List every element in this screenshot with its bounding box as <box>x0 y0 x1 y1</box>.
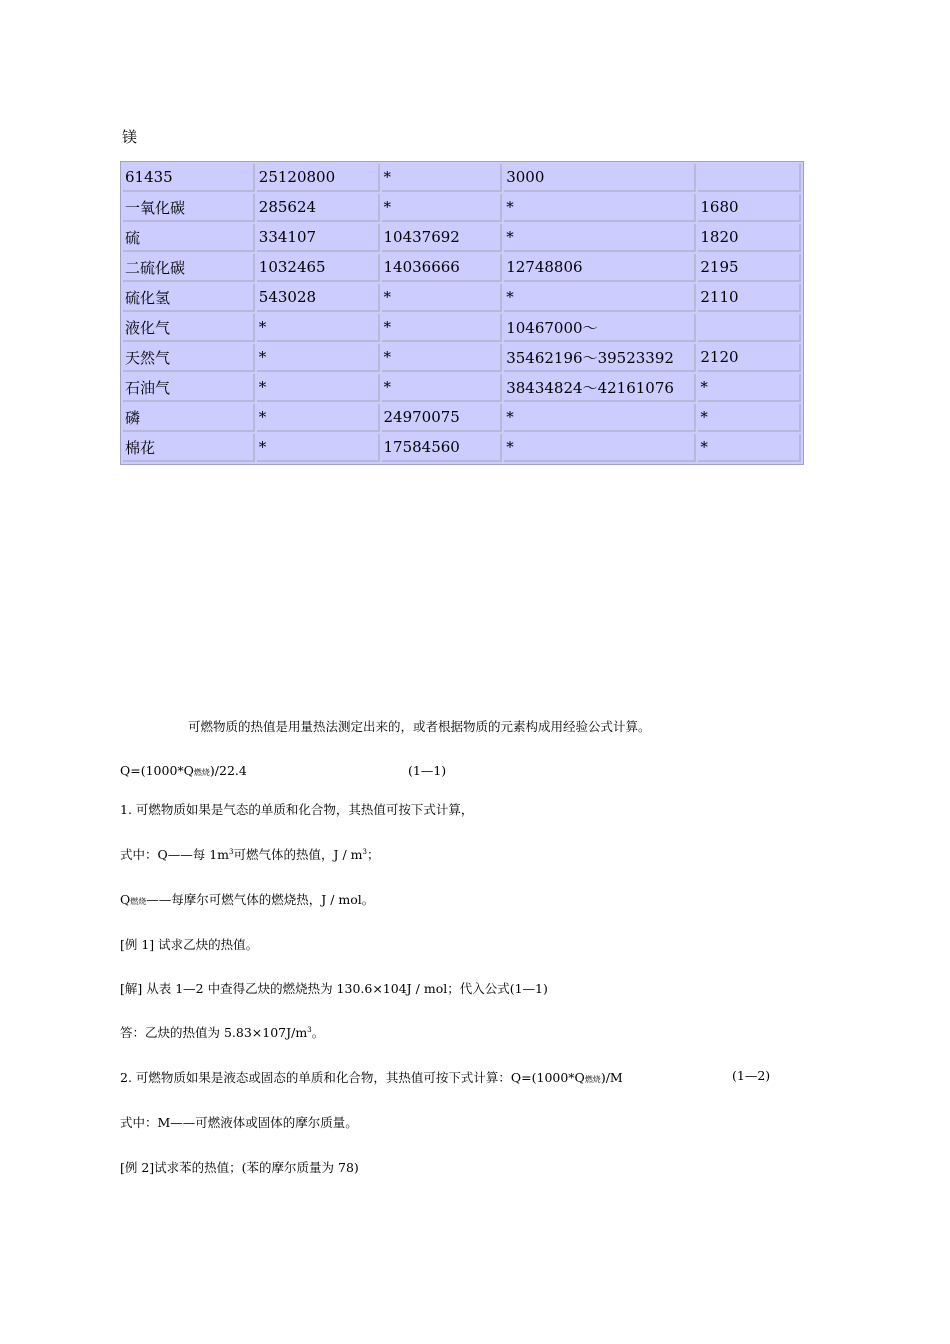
table-cell: * <box>698 434 801 462</box>
table-cell: 24970075 <box>382 404 503 432</box>
table-cell: 天然气 <box>123 344 255 372</box>
page-heading: 镁 <box>122 128 138 146</box>
table-row <box>123 344 801 372</box>
example-2: [例 2]试求苯的热值；(苯的摩尔质量为 78) <box>120 1160 359 1175</box>
table-cell: * <box>382 164 503 192</box>
table-row <box>123 404 801 432</box>
table-cell: 1820 <box>698 224 801 252</box>
table-cell: 2195 <box>698 254 801 282</box>
table-cell: 磷 <box>123 404 255 432</box>
table-row <box>123 164 801 192</box>
intro-paragraph: 可燃物质的热值是用量热法测定出来的，或者根据物质的元素构成用经验公式计算。 <box>188 719 651 734</box>
example-1: [例 1] 试求乙炔的热值。 <box>120 937 259 952</box>
item-2-subscript: 燃烧 <box>584 1075 601 1084</box>
item-2-a: 2. 可燃物质如果是液态或固态的单质和化合物，其热值可按下式计算：Q=(1000*Q <box>120 1070 585 1085</box>
table-cell: * <box>257 434 380 462</box>
answer-1-a: 答：乙炔的热值为 5.83×107J/m <box>120 1025 308 1040</box>
table-cell <box>698 314 801 342</box>
table-cell: * <box>504 224 696 252</box>
table-cell: * <box>504 284 696 312</box>
table-cell: 543028 <box>257 284 380 312</box>
table-cell: 一氧化碳 <box>123 194 255 222</box>
table-cell: 1680 <box>698 194 801 222</box>
formula-1-left: Q=(1000*Q <box>120 763 194 778</box>
where-2-b: ——每摩尔可燃气体的燃烧热，J / mol。 <box>146 892 375 907</box>
table-cell: * <box>257 344 380 372</box>
table-cell: 17584560 <box>382 434 503 462</box>
answer-1-b: 。 <box>311 1025 325 1040</box>
table-cell: 硫 <box>123 224 255 252</box>
where-1-c: ； <box>367 847 380 862</box>
table-cell: 1032465 <box>257 254 380 282</box>
formula-2-number: (1—2) <box>732 1068 771 1083</box>
table-cell: 2110 <box>698 284 801 312</box>
table-cell <box>698 164 801 192</box>
where-line-2 <box>120 890 374 908</box>
answer-1-sup: 3 <box>307 1025 312 1034</box>
table-row <box>123 434 801 462</box>
table-cell: 10467000～ <box>504 314 696 342</box>
table-cell: * <box>257 404 380 432</box>
table-cell: * <box>698 404 801 432</box>
table-row <box>123 314 801 342</box>
table-cell: * <box>257 374 380 402</box>
table-cell: * <box>504 404 696 432</box>
table-cell: 石油气 <box>123 374 255 402</box>
table-cell: * <box>382 374 503 402</box>
where-line-3: 式中：M——可燃液体或固体的摩尔质量。 <box>120 1115 358 1130</box>
table-row <box>123 284 801 312</box>
heat-value-table <box>120 161 804 465</box>
table-cell: 棉花 <box>123 434 255 462</box>
table-cell: 38434824～42161076 <box>504 374 696 402</box>
table-cell: 液化气 <box>123 314 255 342</box>
table-cell: * <box>698 374 801 402</box>
where-1-b: 可燃气体的热值，J / m <box>233 847 363 862</box>
where-1-sup: 3 <box>229 847 234 856</box>
where-1-a: 式中：Q——每 1m <box>120 847 230 862</box>
item-2-b: )/M <box>600 1070 623 1085</box>
table-cell: * <box>382 344 503 372</box>
table-cell: 334107 <box>257 224 380 252</box>
formula-1 <box>120 763 247 778</box>
table-row <box>123 254 801 282</box>
table-cell: * <box>382 314 503 342</box>
table-cell: 二硫化碳 <box>123 254 255 282</box>
formula-1-number: (1—1) <box>408 763 447 778</box>
table-cell: 14036666 <box>382 254 503 282</box>
where-2-a: Q <box>120 892 131 907</box>
table-cell: 61435 <box>123 164 255 192</box>
formula-1-right: )/22.4 <box>209 763 247 778</box>
where-line-1 <box>120 845 380 863</box>
formula-1-subscript: 燃烧 <box>193 768 210 777</box>
table-cell: * <box>257 314 380 342</box>
item-2 <box>120 1068 623 1086</box>
table-row <box>123 374 801 402</box>
table-cell: 25120800 <box>257 164 380 192</box>
table-cell: 285624 <box>257 194 380 222</box>
table-row <box>123 194 801 222</box>
table-cell: 3000 <box>504 164 696 192</box>
table-cell: 硫化氢 <box>123 284 255 312</box>
table-cell: * <box>382 194 503 222</box>
answer-1 <box>120 1023 324 1041</box>
table-cell: 10437692 <box>382 224 503 252</box>
table-cell: 2120 <box>698 344 801 372</box>
where-1-sup2: 3 <box>362 847 367 856</box>
table-cell: * <box>504 434 696 462</box>
table-cell: 35462196～39523392 <box>504 344 696 372</box>
where-2-subscript: 燃烧 <box>130 897 147 906</box>
table-cell: * <box>382 284 503 312</box>
table-row <box>123 224 801 252</box>
table-cell: * <box>504 194 696 222</box>
item-1: 1. 可燃物质如果是气态的单质和化合物，其热值可按下式计算， <box>120 802 474 817</box>
solution-1: [解] 从表 1—2 中查得乙炔的燃烧热为 130.6×104J / mol；代入公式(1—1) <box>120 981 548 996</box>
table-cell: 12748806 <box>504 254 696 282</box>
